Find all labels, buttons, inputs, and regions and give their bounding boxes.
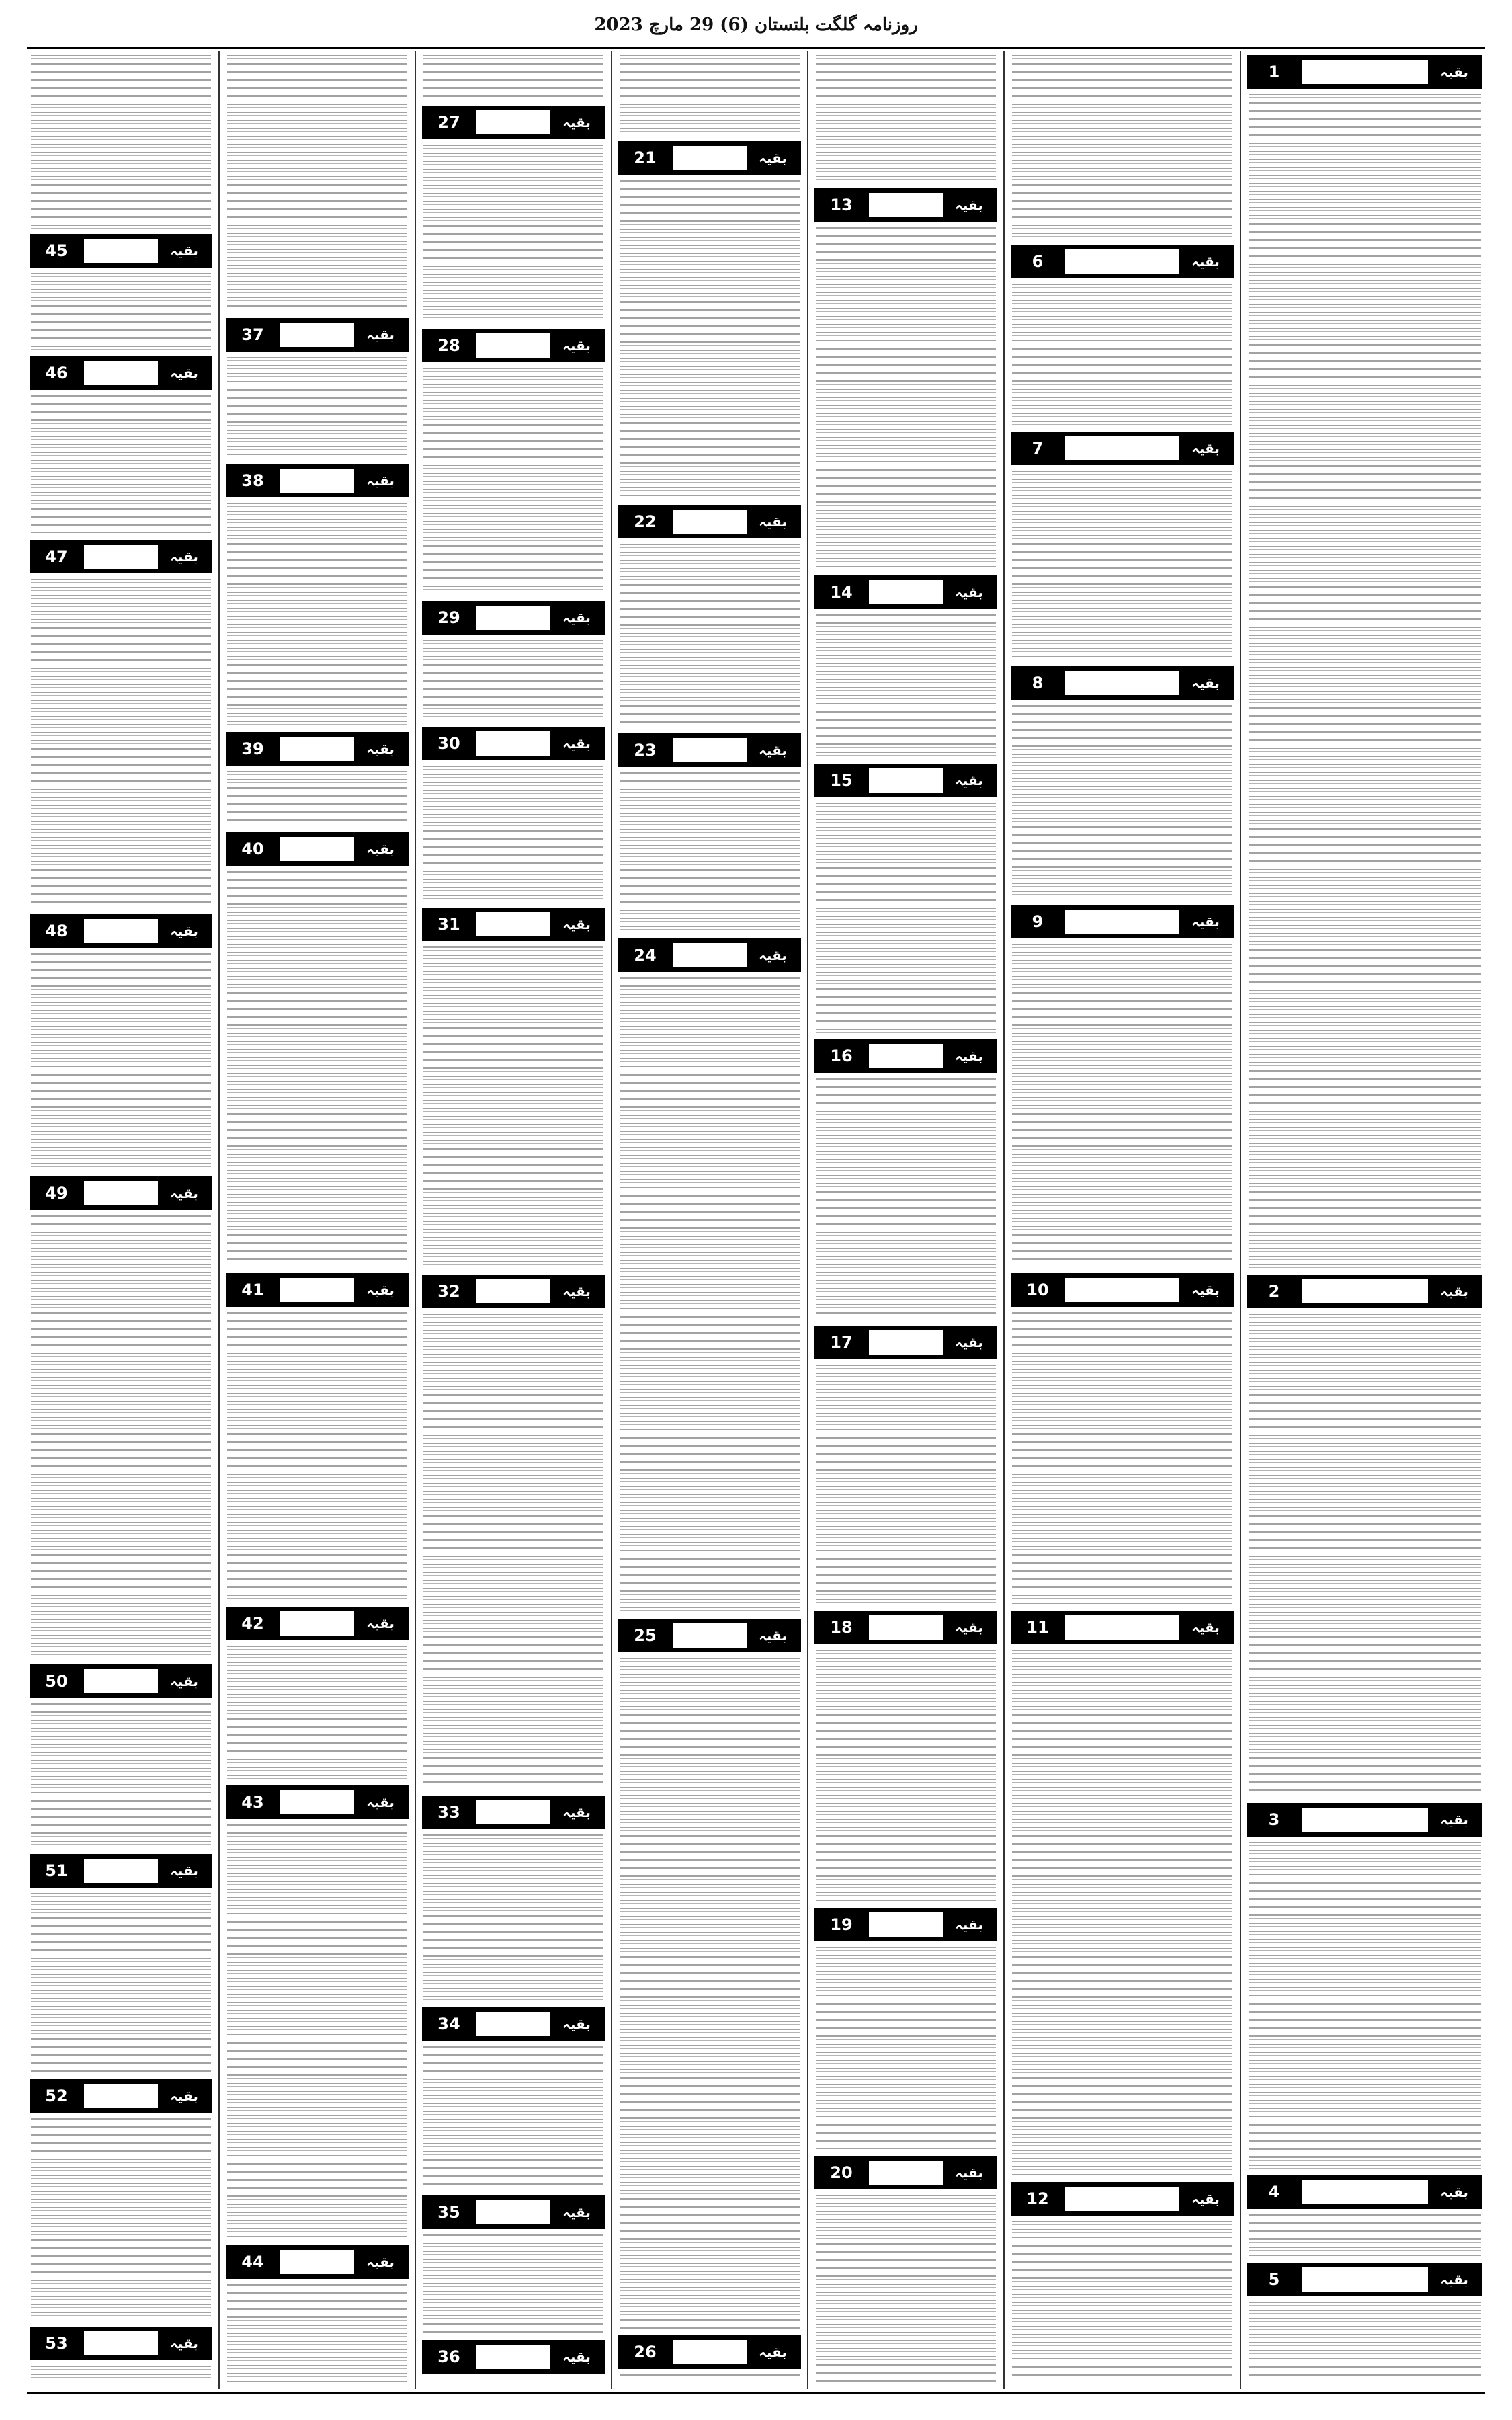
continuation-header	[30, 2327, 212, 2360]
article-text	[227, 503, 407, 725]
article-text	[620, 55, 800, 136]
article-text	[227, 1646, 407, 1779]
article-text	[620, 977, 800, 1612]
continuation-header	[422, 2340, 605, 2374]
header-blank-panel	[84, 239, 158, 263]
header-blank-panel	[476, 731, 550, 756]
header-blank-panel	[673, 2340, 747, 2364]
header-blank-panel	[280, 1611, 354, 1636]
continuation-number: 12	[1026, 2189, 1049, 2208]
continuation-label: بقیہ	[357, 737, 404, 761]
continuation-header	[618, 733, 801, 767]
page-column	[616, 51, 804, 2389]
continuation-label: بقیہ	[946, 580, 993, 604]
header-blank-panel	[869, 768, 943, 793]
continuation-header	[30, 356, 212, 390]
top-rule	[27, 47, 1485, 49]
continuation-label: بقیہ	[1182, 436, 1229, 460]
continuation-number: 48	[45, 922, 68, 940]
continuation-number: 30	[437, 734, 460, 753]
continuation-label: بقیہ	[946, 1044, 993, 1068]
continuation-label: بقیہ	[357, 323, 404, 347]
continuation-number: 23	[634, 741, 657, 760]
continuation-header	[422, 329, 605, 362]
continuation-header	[226, 464, 409, 497]
continuation-number: 13	[830, 196, 853, 214]
continuation-label: بقیہ	[749, 146, 796, 170]
continuation-header	[618, 1619, 801, 1652]
header-blank-panel	[476, 2345, 550, 2369]
continuation-number: 15	[830, 771, 853, 790]
article-text	[816, 1365, 996, 1604]
continuation-label: بقیہ	[357, 1278, 404, 1302]
continuation-header	[422, 2195, 605, 2229]
continuation-label: بقیہ	[1182, 1615, 1229, 1640]
continuation-label: بقیہ	[1431, 60, 1478, 84]
continuation-number: 33	[437, 1803, 460, 1822]
bottom-rule	[27, 2392, 1485, 2394]
header-blank-panel	[1065, 910, 1179, 934]
article-text	[620, 180, 800, 498]
article-text	[31, 2366, 211, 2382]
article-text	[423, 2234, 603, 2333]
header-blank-panel	[84, 1181, 158, 1205]
continuation-header	[1247, 1803, 1482, 1837]
article-text	[423, 145, 603, 322]
header-blank-panel	[1302, 2180, 1428, 2204]
continuation-number: 19	[830, 1915, 853, 1934]
header-blank-panel	[869, 1615, 943, 1640]
article-text	[1249, 2302, 1481, 2382]
continuation-number: 20	[830, 2163, 853, 2182]
article-text	[31, 395, 211, 533]
newspaper-page	[27, 51, 1485, 2389]
continuation-header	[422, 106, 605, 139]
continuation-header	[618, 2335, 801, 2369]
article-text	[227, 357, 407, 457]
article-text	[227, 55, 407, 313]
continuation-number: 44	[241, 2253, 264, 2271]
continuation-number: 51	[45, 1861, 68, 1880]
header-blank-panel	[84, 1859, 158, 1883]
article-text	[31, 2118, 211, 2320]
continuation-number: 5	[1268, 2270, 1280, 2289]
article-text	[816, 55, 996, 183]
header-blank-panel	[1065, 2187, 1179, 2211]
continuation-label: بقیہ	[357, 1611, 404, 1636]
continuation-label: بقیہ	[749, 2340, 796, 2364]
article-text	[1012, 2221, 1232, 2382]
continuation-label: بقیہ	[161, 361, 208, 385]
continuation-header	[226, 732, 409, 766]
header-blank-panel	[869, 1330, 943, 1355]
continuation-header	[30, 1176, 212, 1210]
continuation-header	[226, 1273, 409, 1307]
page-masthead: روزنامہ گلگت بلتستان (6) 29 مارچ 2023	[594, 15, 918, 35]
continuation-label: بقیہ	[553, 2200, 600, 2224]
header-blank-panel	[869, 580, 943, 604]
article-text	[816, 1947, 996, 2149]
continuation-label: بقیہ	[1431, 1808, 1478, 1832]
continuation-label: بقیہ	[1182, 249, 1229, 274]
continuation-number: 41	[241, 1281, 264, 1299]
header-blank-panel	[476, 606, 550, 630]
article-text	[816, 614, 996, 757]
header-blank-panel	[869, 193, 943, 217]
article-text	[1012, 1312, 1232, 1604]
continuation-header	[814, 1611, 997, 1644]
continuation-number: 18	[830, 1618, 853, 1637]
continuation-number: 49	[45, 1184, 68, 1203]
continuation-header	[226, 1607, 409, 1640]
header-blank-panel	[1065, 1278, 1179, 1302]
continuation-label: بقیہ	[357, 2250, 404, 2274]
page-column	[1245, 51, 1485, 2389]
continuation-header	[1011, 1273, 1234, 1307]
continuation-header	[30, 540, 212, 573]
article-text	[31, 953, 211, 1170]
article-text	[1249, 1842, 1481, 2169]
article-text	[31, 579, 211, 908]
continuation-label: بقیہ	[357, 469, 404, 493]
column-divider	[611, 51, 612, 2389]
header-blank-panel	[476, 1279, 550, 1303]
continuation-number: 46	[45, 364, 68, 382]
header-blank-panel	[673, 1623, 747, 1648]
header-blank-panel	[84, 2084, 158, 2108]
page-column	[419, 51, 607, 2389]
continuation-header	[1011, 2182, 1234, 2216]
continuation-header	[422, 2007, 605, 2041]
header-blank-panel	[84, 919, 158, 943]
continuation-label: بقیہ	[749, 510, 796, 534]
header-blank-panel	[280, 1790, 354, 1814]
article-text	[816, 227, 996, 569]
article-text	[1249, 1314, 1481, 1796]
article-text	[1249, 94, 1481, 1268]
continuation-header	[814, 764, 997, 797]
article-text	[1012, 1650, 1232, 2175]
continuation-header	[814, 2156, 997, 2189]
header-blank-panel	[476, 110, 550, 134]
continuation-number: 42	[241, 1614, 264, 1633]
header-blank-panel	[280, 323, 354, 347]
continuation-label: بقیہ	[161, 544, 208, 569]
continuation-label: بقیہ	[1431, 2267, 1478, 2292]
header-blank-panel	[84, 361, 158, 385]
header-blank-panel	[476, 2012, 550, 2036]
article-text	[423, 766, 603, 901]
continuation-header	[1011, 905, 1234, 938]
continuation-number: 21	[634, 149, 657, 167]
article-text	[620, 2374, 800, 2382]
article-text	[227, 871, 407, 1266]
continuation-header	[30, 1854, 212, 1888]
continuation-label: بقیہ	[749, 1623, 796, 1648]
header-blank-panel	[869, 2161, 943, 2185]
header-blank-panel	[476, 2200, 550, 2224]
continuation-header	[30, 234, 212, 268]
continuation-number: 39	[241, 739, 264, 758]
article-text	[227, 771, 407, 825]
continuation-header	[1247, 55, 1482, 89]
continuation-header	[1011, 666, 1234, 700]
continuation-label: بقیہ	[161, 2084, 208, 2108]
article-text	[816, 803, 996, 1033]
continuation-number: 35	[437, 2203, 460, 2222]
article-text	[1012, 284, 1232, 425]
continuation-label: بقیہ	[946, 2161, 993, 2185]
continuation-number: 4	[1268, 2183, 1280, 2202]
header-blank-panel	[84, 2331, 158, 2355]
article-text	[31, 1893, 211, 2072]
continuation-number: 6	[1032, 252, 1044, 271]
article-text	[423, 1314, 603, 1789]
article-text	[423, 1834, 603, 2001]
header-blank-panel	[280, 737, 354, 761]
continuation-label: بقیہ	[553, 110, 600, 134]
continuation-header	[30, 914, 212, 948]
article-text	[227, 1824, 407, 2238]
continuation-label: بقیہ	[946, 1330, 993, 1355]
header-blank-panel	[280, 469, 354, 493]
header-blank-panel	[673, 146, 747, 170]
continuation-header	[422, 908, 605, 941]
header-blank-panel	[1302, 60, 1428, 84]
article-text	[1012, 705, 1232, 898]
header-blank-panel	[476, 912, 550, 936]
continuation-label: بقیہ	[553, 2012, 600, 2036]
continuation-number: 1	[1268, 63, 1280, 81]
continuation-label: بقیہ	[553, 912, 600, 936]
continuation-header	[422, 1796, 605, 1829]
continuation-number: 34	[437, 2015, 460, 2033]
article-text	[31, 1215, 211, 1658]
continuation-label: بقیہ	[1182, 910, 1229, 934]
continuation-number: 37	[241, 325, 264, 344]
continuation-label: بقیہ	[946, 1912, 993, 1937]
continuation-label: بقیہ	[1431, 1279, 1478, 1303]
continuation-number: 53	[45, 2334, 68, 2353]
continuation-number: 31	[437, 915, 460, 934]
continuation-header	[30, 1664, 212, 1698]
article-text	[227, 1312, 407, 1600]
article-text	[816, 1650, 996, 1901]
continuation-label: بقیہ	[161, 919, 208, 943]
column-divider	[415, 51, 416, 2389]
article-text	[31, 55, 211, 229]
continuation-number: 36	[437, 2347, 460, 2366]
article-text	[816, 1078, 996, 1319]
header-blank-panel	[869, 1044, 943, 1068]
column-divider	[807, 51, 808, 2389]
page-column	[223, 51, 411, 2389]
header-blank-panel	[673, 510, 747, 534]
continuation-number: 14	[830, 583, 853, 602]
continuation-number: 28	[437, 336, 460, 355]
continuation-label: بقیہ	[161, 1669, 208, 1693]
continuation-number: 38	[241, 471, 264, 490]
continuation-number: 8	[1032, 674, 1044, 692]
continuation-header	[814, 1326, 997, 1359]
continuation-label: بقیہ	[1182, 2187, 1229, 2211]
continuation-label: بقیہ	[161, 239, 208, 263]
continuation-label: بقیہ	[1182, 1278, 1229, 1302]
continuation-header	[814, 575, 997, 609]
continuation-header	[814, 1908, 997, 1941]
column-divider	[218, 51, 220, 2389]
continuation-label: بقیہ	[357, 837, 404, 861]
continuation-number: 10	[1026, 1281, 1049, 1299]
page-column	[812, 51, 1000, 2389]
continuation-header	[1247, 2263, 1482, 2296]
article-text	[1012, 471, 1232, 659]
continuation-header	[30, 2079, 212, 2113]
continuation-label: بقیہ	[553, 731, 600, 756]
continuation-label: بقیہ	[946, 1615, 993, 1640]
article-text	[620, 1658, 800, 2329]
continuation-header	[618, 505, 801, 538]
header-blank-panel	[476, 1800, 550, 1824]
continuation-number: 22	[634, 512, 657, 531]
continuation-header	[618, 938, 801, 972]
article-text	[1012, 55, 1232, 239]
header-blank-panel	[280, 2250, 354, 2274]
continuation-label: بقیہ	[161, 2331, 208, 2355]
header-blank-panel	[673, 943, 747, 967]
continuation-header	[422, 1275, 605, 1308]
header-blank-panel	[476, 333, 550, 358]
continuation-number: 9	[1032, 912, 1044, 931]
continuation-label: بقیہ	[553, 1800, 600, 1824]
continuation-header	[422, 601, 605, 635]
header-blank-panel	[280, 1278, 354, 1302]
column-divider	[1003, 51, 1005, 2389]
continuation-header	[1247, 1275, 1482, 1308]
continuation-number: 25	[634, 1626, 657, 1645]
continuation-label: بقیہ	[946, 768, 993, 793]
continuation-header	[814, 188, 997, 222]
continuation-number: 47	[45, 547, 68, 566]
article-text	[620, 772, 800, 932]
article-text	[31, 1703, 211, 1847]
continuation-label: بقیہ	[749, 738, 796, 762]
continuation-header	[1011, 1611, 1234, 1644]
header-blank-panel	[280, 837, 354, 861]
continuation-header	[1247, 2175, 1482, 2209]
continuation-header	[226, 318, 409, 352]
continuation-header	[618, 141, 801, 175]
article-text	[423, 946, 603, 1268]
continuation-number: 2	[1268, 1282, 1280, 1301]
article-text	[423, 55, 603, 100]
continuation-label: بقیہ	[553, 606, 600, 630]
continuation-number: 17	[830, 1333, 853, 1352]
continuation-number: 43	[241, 1793, 264, 1812]
continuation-label: بقیہ	[161, 1181, 208, 1205]
continuation-number: 3	[1268, 1810, 1280, 1829]
article-text	[423, 2046, 603, 2189]
article-text	[620, 544, 800, 727]
continuation-header	[1011, 432, 1234, 465]
article-text	[423, 368, 603, 594]
continuation-number: 24	[634, 946, 657, 965]
article-text	[423, 640, 603, 720]
continuation-header	[226, 832, 409, 866]
continuation-header	[422, 727, 605, 760]
article-text	[227, 2284, 407, 2382]
header-blank-panel	[1065, 1615, 1179, 1640]
continuation-header	[226, 1785, 409, 1819]
header-blank-panel	[84, 1669, 158, 1693]
continuation-number: 26	[634, 2343, 657, 2362]
continuation-number: 29	[437, 608, 460, 627]
header-blank-panel	[1302, 1279, 1428, 1303]
continuation-label: بقیہ	[553, 2345, 600, 2369]
continuation-label: بقیہ	[357, 1790, 404, 1814]
continuation-number: 16	[830, 1047, 853, 1065]
continuation-label: بقیہ	[946, 193, 993, 217]
header-blank-panel	[84, 544, 158, 569]
continuation-number: 11	[1026, 1618, 1049, 1637]
continuation-number: 27	[437, 113, 460, 132]
article-text	[1012, 944, 1232, 1266]
continuation-number: 32	[437, 1282, 460, 1301]
header-blank-panel	[1065, 671, 1179, 695]
header-blank-panel	[869, 1912, 943, 1937]
continuation-header	[1011, 245, 1234, 278]
continuation-label: بقیہ	[553, 1279, 600, 1303]
article-text	[816, 2195, 996, 2382]
article-text	[1249, 2214, 1481, 2256]
header-blank-panel	[1065, 249, 1179, 274]
page-column	[1008, 51, 1236, 2389]
continuation-number: 45	[45, 241, 68, 260]
column-divider	[1240, 51, 1241, 2389]
header-blank-panel	[1302, 2267, 1428, 2292]
header-blank-panel	[1302, 1808, 1428, 1832]
header-blank-panel	[1065, 436, 1179, 460]
continuation-number: 40	[241, 840, 264, 858]
header-blank-panel	[673, 738, 747, 762]
continuation-label: بقیہ	[1182, 671, 1229, 695]
continuation-number: 50	[45, 1672, 68, 1691]
continuation-number: 52	[45, 2087, 68, 2105]
continuation-label: بقیہ	[1431, 2180, 1478, 2204]
continuation-number: 7	[1032, 439, 1044, 458]
continuation-label: بقیہ	[749, 943, 796, 967]
continuation-label: بقیہ	[161, 1859, 208, 1883]
page-column	[27, 51, 215, 2389]
continuation-header	[226, 2245, 409, 2279]
continuation-label: بقیہ	[553, 333, 600, 358]
article-text	[31, 273, 211, 350]
continuation-header	[814, 1039, 997, 1073]
